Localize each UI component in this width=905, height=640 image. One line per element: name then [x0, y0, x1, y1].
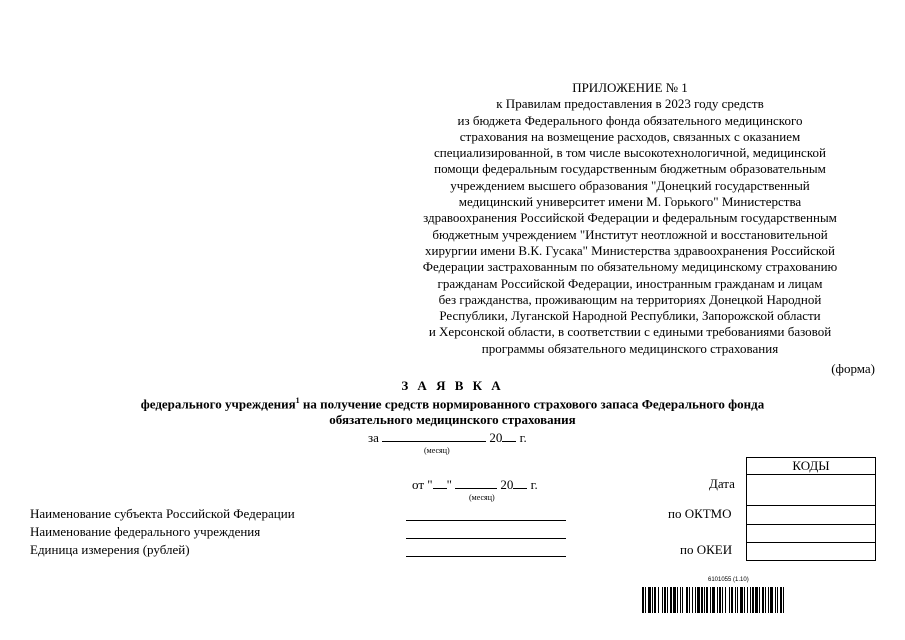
appendix-line: здравоохранения Российской Федерации и федеральным государственным [423, 210, 837, 226]
barcode-bar [768, 587, 769, 613]
barcode-bar [744, 587, 745, 613]
code-cell-date[interactable] [747, 475, 876, 506]
barcode-bar [682, 587, 683, 613]
barcode-bar [750, 587, 751, 613]
barcode-bar [735, 587, 736, 613]
date-prefix: от " [412, 477, 433, 492]
date-quote: " [446, 477, 452, 492]
code-label-oktmo: по ОКТМО [668, 506, 732, 521]
barcode-bar [697, 587, 700, 613]
appendix-line: хирургии имени В.К. Гусака" Министерства здравоохранения Российской [425, 242, 835, 258]
date-year-prefix: 20 [500, 477, 514, 492]
barcode-bar [706, 587, 708, 613]
date-year-field[interactable] [513, 476, 527, 489]
barcode-bar [662, 587, 663, 613]
appendix-line: гражданам Российской Федерации, иностранным гражданам и лицам [437, 275, 823, 291]
barcode-bar [654, 587, 656, 613]
appendix-line: учреждением высшего образования "Донецкий государственный [450, 177, 810, 193]
barcode-bar [731, 587, 733, 613]
appendix-line: медицинский университет имени М. Горького" Министерства [458, 194, 802, 210]
code-label-okei: по ОКЕИ [680, 542, 733, 557]
subtitle-text: федерального учреждения [140, 396, 296, 412]
barcode-bar [677, 587, 678, 613]
barcode-bar [765, 587, 766, 613]
form-note: (форма) [831, 361, 875, 376]
barcode-bar [673, 587, 676, 613]
period-month-field[interactable] [382, 429, 486, 442]
period-year-suffix: г. [519, 430, 527, 445]
barcode-bar [704, 587, 705, 613]
appendix-line: без гражданства, проживающим на территориях Донецкой Народной [438, 291, 822, 307]
period-year-field[interactable] [502, 429, 516, 442]
appendix-line: специализированной, в том числе высокотехнологичной, медицинской [434, 145, 826, 161]
barcode-bar [729, 587, 730, 613]
document-title: З А Я В К А [401, 378, 504, 393]
barcode-bar [740, 587, 743, 613]
date-line [412, 476, 538, 493]
barcode-bar [747, 587, 748, 613]
barcode-image [642, 587, 856, 613]
document-subtitle-line1 [0, 396, 905, 412]
barcode-bar [670, 587, 672, 613]
appendix-line: страхования на возмещение расходов, связанных с оказанием [459, 128, 801, 144]
period-month-caption: (месяц) [424, 446, 450, 455]
date-day-field[interactable] [433, 476, 447, 489]
code-label-date: Дата [709, 476, 735, 491]
barcode-bar [658, 587, 659, 613]
barcode-bar [680, 587, 681, 613]
date-month-field[interactable] [455, 476, 497, 489]
barcode-bar [648, 587, 651, 613]
barcode-bar [759, 587, 760, 613]
barcode-bar [642, 587, 644, 613]
appendix-line: помощи федеральным государственным бюджетным образовательным [434, 161, 826, 177]
subtitle-text-rest: на получение средств нормированного страхового запаса Федерального фонда [299, 396, 765, 412]
barcode-bar [737, 587, 738, 613]
barcode-bar [722, 587, 723, 613]
document-subtitle-line2: обязательного медицинского страхования [329, 412, 576, 427]
footnote-mark: 1 [295, 396, 300, 405]
appendix-line: программы обязательного медицинского страхования [481, 340, 779, 356]
codes-header: КОДЫ [747, 458, 876, 475]
barcode-bar [667, 587, 668, 613]
barcode-bar [692, 587, 693, 613]
appendix-line: бюджетным учреждением "Институт неотложной и восстановительной [432, 226, 828, 242]
date-month-caption: (месяц) [469, 493, 495, 502]
barcode-bar [712, 587, 715, 613]
barcode-bar [777, 587, 778, 613]
barcode-bar [686, 587, 688, 613]
barcode-bar [762, 587, 764, 613]
appendix-line: к Правилам предоставления в 2023 году средств [496, 96, 764, 112]
period-prefix: за [368, 430, 379, 445]
barcode-bar [689, 587, 690, 613]
period-line [368, 429, 527, 446]
appendix-line: ПРИЛОЖЕНИЕ № 1 [572, 80, 688, 95]
code-cell-okei[interactable] [747, 543, 876, 561]
appendix-header [360, 80, 900, 357]
date-year-suffix: г. [530, 477, 538, 492]
barcode-bar [652, 587, 653, 613]
appendix-line: из бюджета Федерального фонда обязательного медицинского [457, 112, 803, 128]
institution-value-field[interactable] [406, 538, 566, 539]
barcode-bar [719, 587, 721, 613]
appendix-line: Федерации застрахованным по обязательному медицинскому страхованию [422, 259, 838, 275]
barcode-bar [755, 587, 758, 613]
barcode-bar [717, 587, 718, 613]
subject-value-field[interactable] [406, 520, 566, 521]
appendix-line: Республики, Луганской Народной Республики, Запорожской области [439, 308, 821, 324]
barcode-bar [752, 587, 754, 613]
barcode-bar [645, 587, 646, 613]
barcode-bar [710, 587, 711, 613]
field-label-institution: Наименование федерального учреждения [30, 524, 261, 539]
codes-table [746, 457, 876, 561]
barcode-bar [775, 587, 776, 613]
barcode-bar [725, 587, 726, 613]
code-cell-empty[interactable] [747, 525, 876, 543]
barcode-bar [783, 587, 784, 613]
barcode-bar [695, 587, 696, 613]
code-cell-oktmo[interactable] [747, 506, 876, 525]
appendix-line: и Херсонской области, в соответствии с едиными требованиями базовой [428, 324, 832, 340]
barcode-bar [780, 587, 782, 613]
period-year-prefix: 20 [489, 430, 503, 445]
unit-value-field[interactable] [406, 556, 566, 557]
barcode-bar [770, 587, 773, 613]
barcode-bar [701, 587, 703, 613]
field-label-unit: Единица измерения (рублей) [30, 542, 190, 557]
barcode-bar [664, 587, 666, 613]
barcode-caption: 6101055 (1.10) [708, 577, 749, 583]
field-label-subject: Наименование субъекта Российской Федерации [30, 506, 295, 521]
